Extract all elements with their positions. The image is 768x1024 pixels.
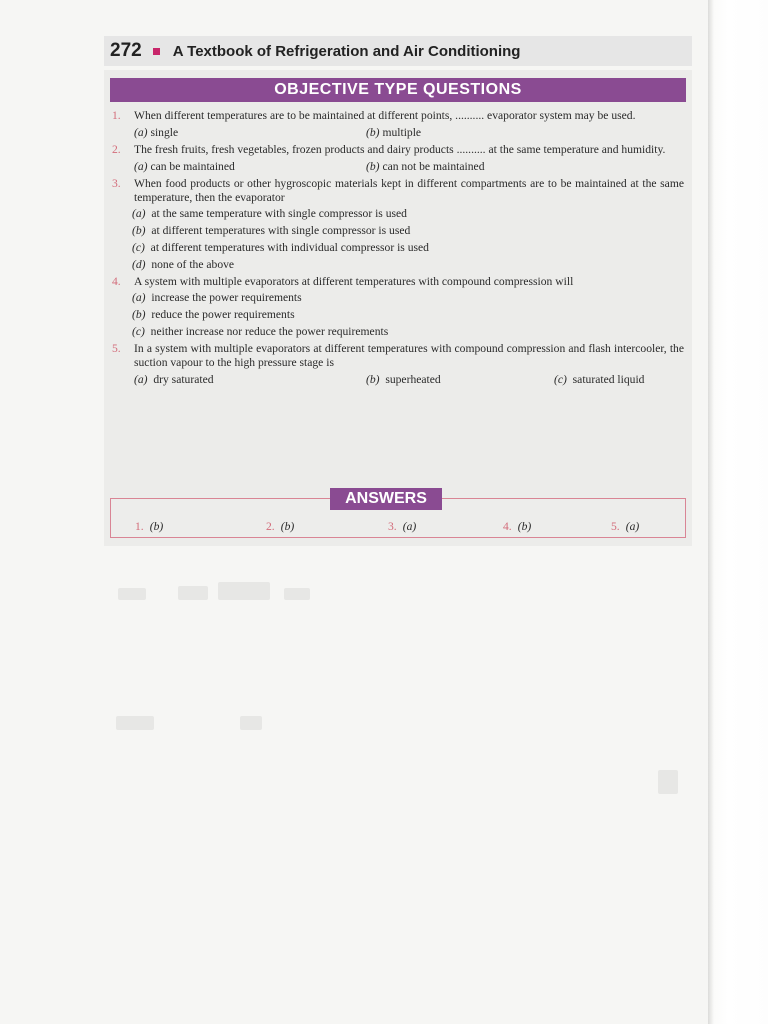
option: (b) reduce the power requirements bbox=[132, 308, 295, 321]
show-through-mark bbox=[240, 716, 262, 730]
answer-item: 1. (b) bbox=[135, 520, 164, 533]
option-row bbox=[112, 126, 684, 140]
question-text: In a system with multiple evaporators at different temperatures with compound compression and flash intercooler, the suction vapour to the high pressure stage is bbox=[134, 342, 684, 369]
option: (b) multiple bbox=[366, 126, 422, 139]
answer-item: 5. (a) bbox=[611, 520, 640, 533]
option-row bbox=[112, 160, 684, 174]
show-through-mark bbox=[658, 770, 678, 794]
question-list bbox=[112, 109, 684, 390]
option: (c) neither increase nor reduce the power requirements bbox=[132, 325, 389, 338]
book-title: A Textbook of Refrigeration and Air Conditioning bbox=[172, 42, 521, 60]
answer-item: 2. (b) bbox=[266, 520, 295, 533]
option: (a) dry saturated bbox=[134, 373, 214, 386]
question-text: A system with multiple evaporators at different temperatures with compound compression will bbox=[134, 275, 574, 288]
show-through-mark bbox=[178, 586, 208, 600]
section-banner bbox=[110, 78, 686, 102]
question-item bbox=[112, 109, 684, 140]
page-gutter bbox=[708, 0, 768, 1024]
option: (c) at different temperatures with individual compressor is used bbox=[132, 241, 429, 254]
show-through-mark bbox=[118, 588, 146, 600]
answers-section bbox=[110, 488, 686, 538]
questions-panel bbox=[104, 70, 692, 546]
option: (a) can be maintained bbox=[134, 160, 235, 173]
question-number: 4. bbox=[112, 275, 121, 288]
question-number: 5. bbox=[112, 342, 121, 355]
question-item bbox=[112, 143, 684, 174]
question-number: 3. bbox=[112, 177, 121, 190]
option: (c) saturated liquid bbox=[554, 373, 645, 386]
question-item bbox=[112, 177, 684, 272]
option: (d) none of the above bbox=[132, 258, 235, 271]
question-item bbox=[112, 275, 684, 339]
option: (a) increase the power requirements bbox=[132, 291, 302, 304]
page-number: 272 bbox=[110, 40, 142, 61]
page-header bbox=[104, 36, 692, 66]
option-list bbox=[112, 291, 684, 339]
question-text: The fresh fruits, fresh vegetables, frozen products and dairy products .......... at the same temperature and humidity. bbox=[134, 143, 666, 156]
option: (b) superheated bbox=[366, 373, 441, 386]
option-row bbox=[112, 373, 684, 387]
question-number: 1. bbox=[112, 109, 121, 122]
option: (b) can not be maintained bbox=[366, 160, 485, 173]
question-item bbox=[112, 342, 684, 387]
answers-title: ANSWERS bbox=[330, 488, 442, 510]
answer-item: 4. (b) bbox=[503, 520, 532, 533]
option: (a) single bbox=[134, 126, 179, 139]
question-text: When food products or other hygroscopic materials kept in different compartments are to be maintained at the same temperature, then the evaporator bbox=[134, 177, 684, 204]
option: (a) at the same temperature with single compressor is used bbox=[132, 207, 407, 220]
option: (b) at different temperatures with single compressor is used bbox=[132, 224, 411, 237]
question-text: When different temperatures are to be maintained at different points, .......... evaporator system may be used. bbox=[134, 109, 636, 122]
show-through-mark bbox=[284, 588, 310, 600]
show-through-mark bbox=[218, 582, 270, 600]
question-number: 2. bbox=[112, 143, 121, 156]
show-through-mark bbox=[116, 716, 154, 730]
answer-item: 3. (a) bbox=[388, 520, 417, 533]
section-title: OBJECTIVE TYPE QUESTIONS bbox=[274, 81, 522, 98]
option-list bbox=[112, 207, 684, 272]
square-bullet-icon bbox=[153, 48, 160, 55]
